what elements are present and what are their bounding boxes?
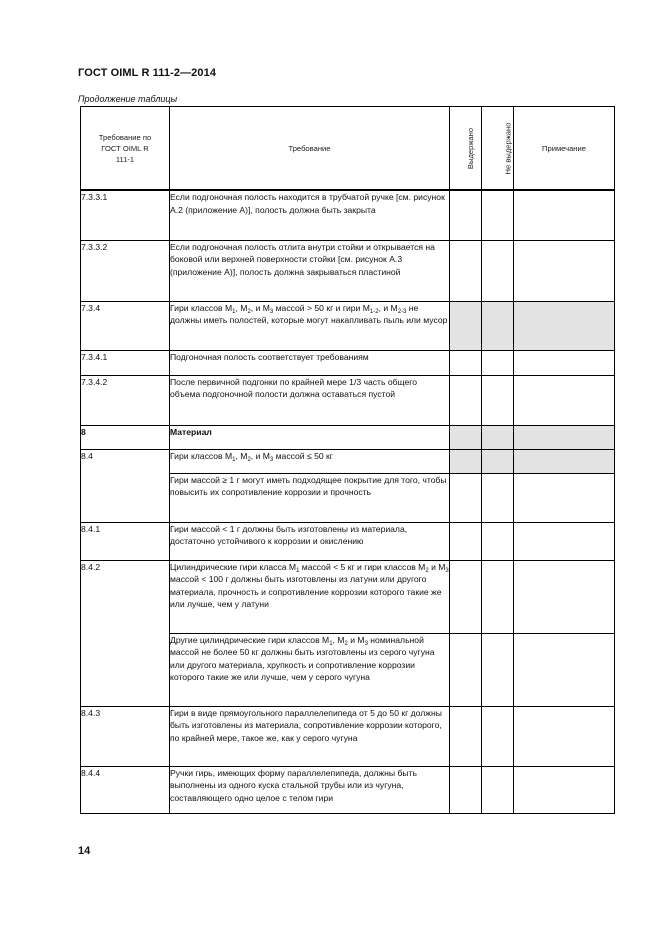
passed-cell[interactable]: [450, 375, 482, 425]
note-cell: [514, 425, 615, 449]
row-requirement: Цилиндрические гири класса $M_1$ массой < 5 кг и гири классов $M_2$ и $M_3$ массой < 100 г должны быть изготовлены из латуни или другого материала, прочность и сопротивление коррозии которого такие же или лучше, чем у латуни: [170, 560, 450, 633]
table-row: [81, 706, 615, 766]
failed-cell[interactable]: [482, 190, 514, 240]
row-ref: 7.3.3.2: [81, 240, 170, 301]
document-header: ГОСТ OIML R 111-2—2014: [78, 67, 217, 79]
note-cell: [514, 301, 615, 350]
failed-cell[interactable]: [482, 473, 514, 522]
table-row: [81, 766, 615, 813]
passed-cell[interactable]: [450, 473, 482, 522]
row-ref: 8.4.3: [81, 706, 170, 766]
table-row: [81, 190, 615, 240]
row-requirement: Другие цилиндрические гири классов $M_1$, $M_2$ и $M_3$ номинальной массой не более 50 кг должны быть изготовлены из серого чугуна или другого материала, хрупкость и сопротивление коррозии которого такие же или лучше, чем у серого чугуна: [170, 633, 450, 706]
failed-cell[interactable]: [482, 706, 514, 766]
note-cell[interactable]: [514, 522, 615, 560]
row-ref: 7.3.4.2: [81, 375, 170, 425]
row-requirement: Подгоночная полость соответствует требованиям: [170, 350, 450, 375]
table-row: [81, 522, 615, 560]
passed-cell[interactable]: [450, 706, 482, 766]
failed-cell[interactable]: [482, 350, 514, 375]
row-requirement: Гири классов $M_1$, $M_2$, и $M_3$ массой ≤ 50 кг: [170, 449, 450, 473]
passed-cell[interactable]: [450, 766, 482, 813]
table-row: [81, 375, 615, 425]
row-ref: 8.4.4: [81, 766, 170, 813]
passed-cell: [450, 301, 482, 350]
passed-cell[interactable]: [450, 560, 482, 633]
passed-cell[interactable]: [450, 522, 482, 560]
passed-cell[interactable]: [450, 350, 482, 375]
note-cell[interactable]: [514, 560, 615, 633]
row-requirement: Гири классов $M_1$, $M_2$, и $M_3$ массой > 50 кг и гири $M_{1-2}$, и $M_{2-3}$ не должны иметь полостей, которые могут накапливать пыль или мусор: [170, 301, 450, 350]
row-ref: 8: [81, 425, 170, 449]
failed-cell: [482, 449, 514, 473]
table-row: [81, 560, 615, 633]
requirements-table: [80, 106, 615, 814]
note-cell[interactable]: [514, 350, 615, 375]
failed-cell[interactable]: [482, 240, 514, 301]
note-cell[interactable]: [514, 473, 615, 522]
failed-cell[interactable]: [482, 375, 514, 425]
passed-cell: [450, 449, 482, 473]
row-ref: 8.4.1: [81, 522, 170, 560]
row-requirement: Гири массой < 1 г должны быть изготовлены из материала, достаточно устойчивого к коррозии и окислению: [170, 522, 450, 560]
passed-cell: [450, 425, 482, 449]
row-requirement: Материал: [170, 425, 450, 449]
row-requirement: Гири в виде прямоугольного параллелепипеда от 5 до 50 кг должны быть изготовлены из материала, сопротивление коррозии которого, по крайней мере, такое же, как у серого чугуна: [170, 706, 450, 766]
failed-cell[interactable]: [482, 560, 514, 633]
row-requirement: После первичной подгонки по крайней мере 1/3 часть общего объема подгоночной полости должна оставаться пустой: [170, 375, 450, 425]
note-cell[interactable]: [514, 375, 615, 425]
passed-cell[interactable]: [450, 633, 482, 706]
row-requirement: Если подгоночная полость отлита внутри стойки и открывается на боковой или верхней поверхности стойки [см. рисунок А.3 (приложение А)], полость должна закрываться пластиной: [170, 240, 450, 301]
row-ref: 8.4: [81, 449, 170, 522]
column-header-note: Примечание: [514, 107, 615, 191]
row-ref: 7.3.4: [81, 301, 170, 350]
failed-cell: [482, 425, 514, 449]
table-row: [81, 425, 615, 449]
failed-cell[interactable]: [482, 766, 514, 813]
column-header-passed: Выдержано: [450, 107, 482, 191]
table-row: [81, 240, 615, 301]
page-number: 14: [78, 845, 91, 857]
passed-cell[interactable]: [450, 240, 482, 301]
row-ref: 8.4.2: [81, 560, 170, 706]
table-row: [81, 301, 615, 350]
passed-cell[interactable]: [450, 190, 482, 240]
column-header-requirement: Требование: [170, 107, 450, 191]
row-ref: 7.3.4.1: [81, 350, 170, 375]
row-requirement: Ручки гирь, имеющих форму параллелепипеда, должны быть выполнены из одного куска стальной трубы или из чугуна, составляющего одно целое с телом гири: [170, 766, 450, 813]
table-row: [81, 350, 615, 375]
column-header-failed: Не выдержано: [482, 107, 514, 191]
table-row: [81, 449, 615, 473]
failed-cell[interactable]: [482, 633, 514, 706]
column-header-ref: Требование по ГОСТ OIML R 111-1: [81, 107, 170, 191]
failed-cell[interactable]: [482, 522, 514, 560]
row-requirement: Гири массой ≥ 1 г могут иметь подходящее покрытие для того, чтобы повысить их сопротивление коррозии и прочность: [170, 473, 450, 522]
note-cell[interactable]: [514, 190, 615, 240]
table-caption: Продолжение таблицы: [78, 94, 178, 104]
table-header-row: [81, 107, 615, 191]
failed-cell: [482, 301, 514, 350]
row-ref: 7.3.3.1: [81, 190, 170, 240]
note-cell[interactable]: [514, 633, 615, 706]
note-cell[interactable]: [514, 706, 615, 766]
note-cell[interactable]: [514, 766, 615, 813]
note-cell: [514, 449, 615, 473]
note-cell[interactable]: [514, 240, 615, 301]
row-requirement: Если подгоночная полость находится в трубчатой ручке [см. рисунок А.2 (приложение А)], полость должна быть закрыта: [170, 190, 450, 240]
